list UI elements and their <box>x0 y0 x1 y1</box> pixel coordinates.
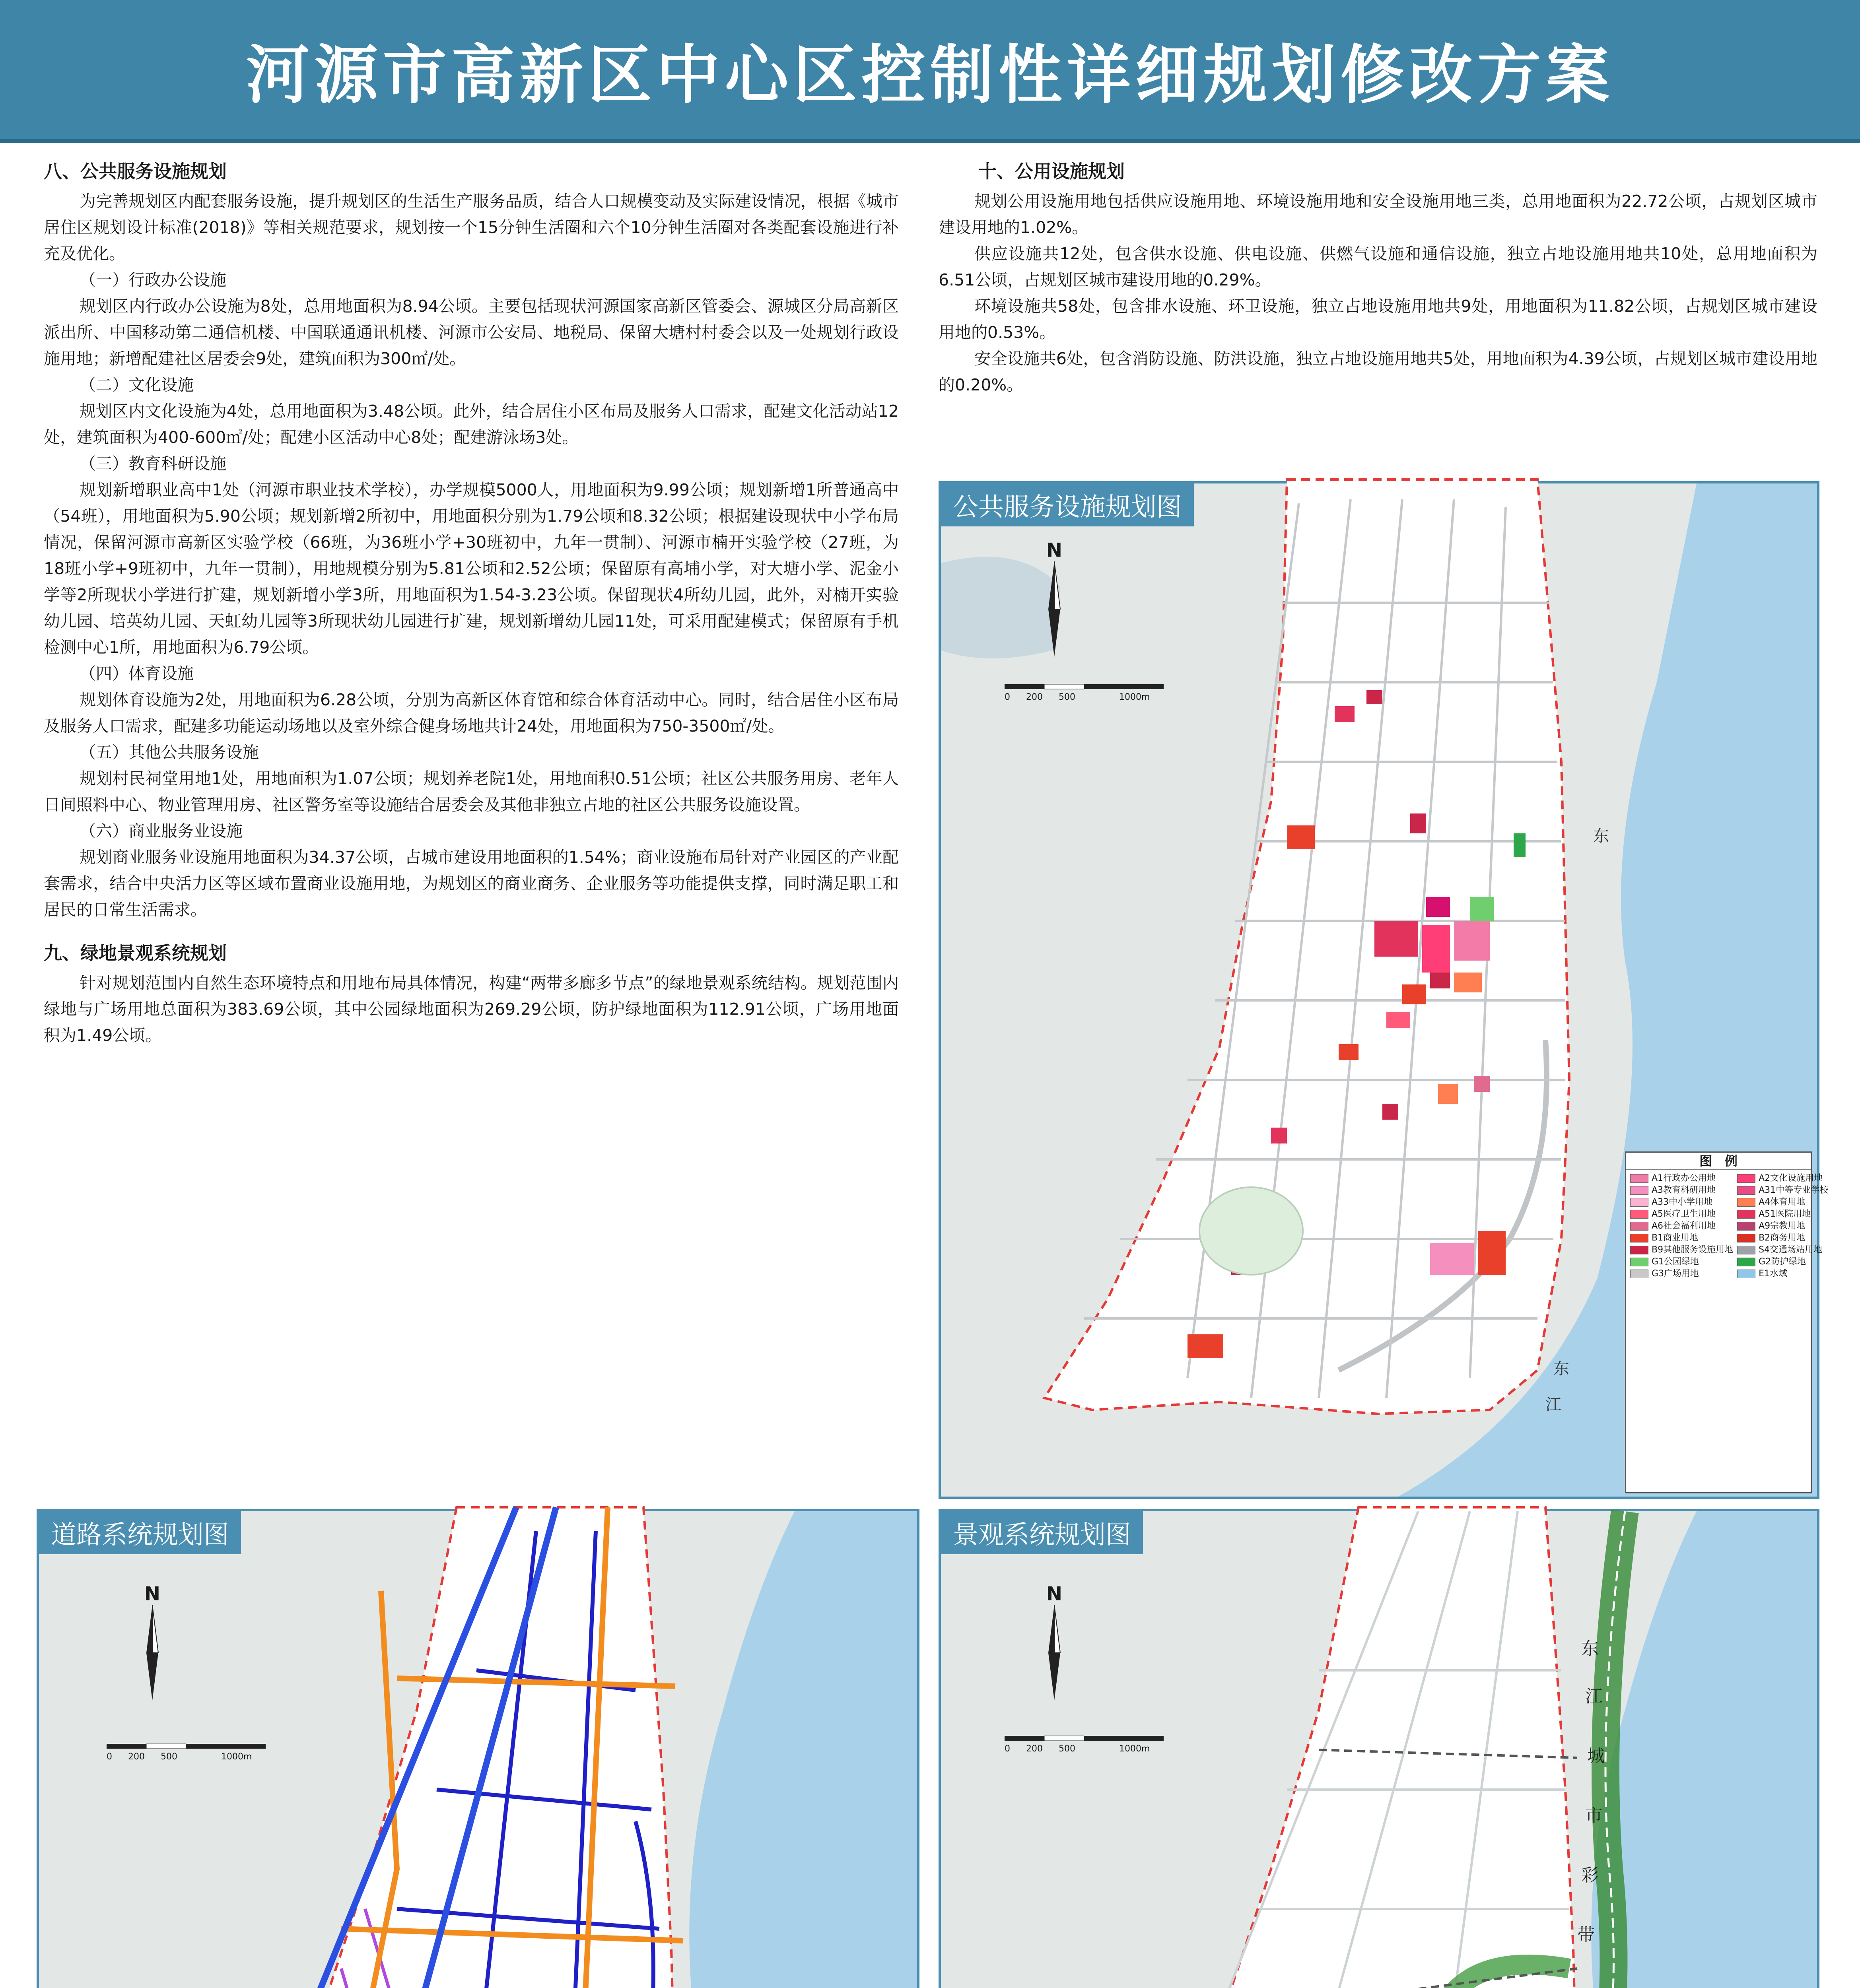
compass-icon <box>1036 1605 1072 1701</box>
right-text-column <box>939 157 1817 398</box>
scale-label-1000: 1000m <box>1119 1744 1150 1754</box>
scale-label-1000: 1000m <box>221 1752 252 1762</box>
public-legend-title: 图 例 <box>1626 1153 1811 1170</box>
scale-label-1000: 1000m <box>1119 692 1150 702</box>
river-label-1: 东 <box>1593 827 1609 845</box>
legend-item <box>1630 1256 1733 1268</box>
river-label-3: 江 <box>1545 1396 1561 1414</box>
legend-item <box>1630 1268 1733 1280</box>
public-service-map-panel <box>939 481 1829 1499</box>
legend-swatch <box>1737 1198 1755 1207</box>
legend-label: A3教育科研用地 <box>1652 1185 1716 1195</box>
section-10-p3: 环境设施共58处，包含排水设施、环卫设施，独立占地设施用地共9处，用地面积为11.82公顷，占规划区城市建设用地的0.53%。 <box>939 297 1817 342</box>
scale-label-500: 500 <box>1059 1744 1075 1754</box>
north-arrow <box>1036 539 1072 658</box>
section-8-heading: 八、公共服务设施规划 <box>44 161 227 182</box>
scale-bar <box>107 1742 266 1762</box>
legend-label: A1行政办公用地 <box>1652 1173 1716 1183</box>
legend-label: A33中小学用地 <box>1652 1197 1713 1207</box>
legend-item <box>1630 1244 1733 1256</box>
scale-bar <box>1005 682 1164 702</box>
legend-swatch <box>1737 1186 1755 1195</box>
legend-swatch <box>1630 1174 1648 1183</box>
legend-item <box>1737 1232 1828 1244</box>
legend-item <box>1630 1208 1733 1220</box>
scale-label-0: 0 <box>1005 692 1010 702</box>
public-service-map-title: 公共服务设施规划图 <box>941 483 1194 526</box>
svg-text:江: 江 <box>1585 1686 1603 1706</box>
legend-label: A31中等专业学校 <box>1759 1185 1829 1195</box>
legend-swatch <box>1630 1186 1648 1195</box>
public-legend <box>1625 1151 1829 1493</box>
sub-3-body: 规划新增职业高中1处（河源市职业技术学校），办学规模5000人，用地面积为9.99公顷；规划新增1所普通高中（54班），用地面积为5.90公顷；规划新增2所初中，用地面积分别为1.79公顷和8.32公顷；根据建设现状中小学布局情况，保留河源市高新区实验学校（66班，为36班小学+30班初中，九年一贯制）、河源市楠开实验学校（27班，为18班小学+9班初中，九年一贯制），用地规模分别为5.81公顷和2.52公顷；保留原有高埔小学，对大塘小学、泥金小学等2所现状小学进行扩建，规划新增小学3所，用地面积为1.54-3.23公顷。保留现状4所幼儿园，此外，对楠开实验幼儿园、培英幼儿园、天虹幼儿园等3所现状幼儿园进行扩建，规划新增幼儿园11处，可采用配建模式；保留原有手机检测中心1所，用地面积为6.79公顷。 <box>44 480 899 657</box>
sub-5-heading: （五）其他公共服务设施 <box>80 743 259 762</box>
sub-5-body: 规划村民祠堂用地1处，用地面积为1.07公顷；规划养老院1处，用地面积0.51公顷；社区公共服务用房、老年人日间照料中心、物业管理用房、社区警务室等设施结合居委会及其他非独立占地的社区公共服务设施设置。 <box>44 769 899 814</box>
north-arrow <box>1036 1583 1072 1702</box>
scale-label-200: 200 <box>128 1752 145 1762</box>
legend-item <box>1737 1244 1828 1256</box>
legend-label: A9宗教用地 <box>1759 1221 1806 1231</box>
road-map-title: 道路系统规划图 <box>39 1511 241 1554</box>
legend-item <box>1630 1220 1733 1232</box>
sub-6-heading: （六）商业服务业设施 <box>80 821 243 841</box>
legend-swatch <box>1737 1174 1755 1183</box>
legend-label: E1水域 <box>1759 1269 1787 1279</box>
legend-item <box>1630 1173 1733 1184</box>
scale-label-0: 0 <box>107 1752 112 1762</box>
svg-text:市: 市 <box>1585 1806 1603 1826</box>
legend-label: B9其他服务设施用地 <box>1652 1245 1734 1255</box>
legend-swatch <box>1737 1234 1755 1242</box>
legend-item <box>1630 1184 1733 1196</box>
legend-item <box>1630 1196 1733 1208</box>
sub-2-heading: （二）文化设施 <box>80 375 194 394</box>
north-label: N <box>1046 539 1063 561</box>
legend-label: A5医疗卫生用地 <box>1652 1209 1716 1219</box>
legend-swatch <box>1737 1222 1755 1231</box>
sub-1-body: 规划区内行政办公设施为8处，总用地面积为8.94公顷。主要包括现状河源国家高新区管委会、源城区分局高新区派出所、中国移动第二通信机楼、中国联通通讯机楼、河源市公安局、地税局、保留大塘村村委会以及一处规划行政设施用地；新增配建社区居委会9处，建筑面积为300㎡/处。 <box>44 297 899 368</box>
road-system-map-panel <box>37 1509 919 1988</box>
left-text-column <box>44 157 899 1048</box>
legend-swatch <box>1737 1246 1755 1254</box>
legend-label: A2文化设施用地 <box>1759 1173 1823 1183</box>
legend-item <box>1737 1220 1828 1232</box>
scale-label-500: 500 <box>1059 692 1075 702</box>
title-banner <box>0 0 1860 143</box>
legend-item <box>1737 1173 1828 1184</box>
section-10-p1: 规划公用设施用地包括供应设施用地、环境设施用地和安全设施用地三类，总用地面积为22.72公顷，占规划区城市建设用地的1.02%。 <box>939 192 1817 237</box>
legend-swatch <box>1737 1270 1755 1278</box>
compass-icon <box>134 1605 170 1701</box>
legend-swatch <box>1630 1246 1648 1254</box>
legend-item <box>1737 1196 1828 1208</box>
landscape-map-title: 景观系统规划图 <box>941 1511 1143 1554</box>
legend-swatch <box>1630 1234 1648 1242</box>
section-9-body: 针对规划范围内自然生态环境特点和用地布局具体情况，构建“两带多廊多节点”的绿地景观系统结构。规划范围内绿地与广场用地总面积为383.69公顷，其中公园绿地面积为269.29公顷，防护绿地面积为112.91公顷，广场用地面积为1.49公顷。 <box>44 973 899 1045</box>
legend-label: A4体育用地 <box>1759 1197 1806 1207</box>
scale-label-0: 0 <box>1005 1744 1010 1754</box>
sub-4-heading: （四）体育设施 <box>80 664 194 683</box>
legend-item <box>1737 1256 1828 1268</box>
sub-2-body: 规划区内文化设施为4处，总用地面积为3.48公顷。此外，结合居住小区布局及服务人口需求，配建文化活动站12处，建筑面积为400-600㎡/处；配建小区活动中心8处；配建游泳场3处。 <box>44 402 899 447</box>
legend-label: S4交通场站用地 <box>1759 1245 1823 1255</box>
legend-swatch <box>1737 1258 1755 1266</box>
legend-label: G3广场用地 <box>1652 1269 1699 1279</box>
legend-label: A51医院用地 <box>1759 1209 1811 1219</box>
legend-label: G2防护绿地 <box>1759 1257 1806 1267</box>
legend-swatch <box>1630 1270 1648 1278</box>
section-10-p4: 安全设施共6处，包含消防设施、防洪设施，独立占地设施用地共5处，用地面积为4.39公顷，占规划区城市建设用地的0.20%。 <box>939 349 1817 394</box>
section-10-heading: 十、公用设施规划 <box>978 161 1125 182</box>
sub-1-heading: （一）行政办公设施 <box>80 270 226 289</box>
legend-swatch <box>1737 1210 1755 1219</box>
legend-item <box>1737 1268 1828 1280</box>
legend-label: A6社会福利用地 <box>1652 1221 1716 1231</box>
sub-3-heading: （三）教育科研设施 <box>80 454 226 473</box>
svg-text:城: 城 <box>1587 1746 1605 1766</box>
page-title: 河源市高新区中心区控制性详细规划修改方案 <box>246 38 1614 112</box>
svg-text:彩: 彩 <box>1581 1865 1599 1885</box>
svg-text:带: 带 <box>1577 1925 1595 1945</box>
sub-6-body: 规划商业服务业设施用地面积为34.37公顷，占城市建设用地面积的1.54%；商业设施布局针对产业园区的产业配套需求，结合中央活力区等区域布置商业设施用地，为规划区的商业商务、企业服务等功能提供支撑，同时满足职工和居民的日常生活需求。 <box>44 848 899 919</box>
compass-icon <box>1036 561 1072 657</box>
scale-label-200: 200 <box>1026 692 1043 702</box>
svg-text:东: 东 <box>1581 1639 1599 1659</box>
legend-item <box>1737 1208 1828 1220</box>
legend-item <box>1737 1184 1828 1196</box>
section-10-p2: 供应设施共12处，包含供水设施、供电设施、供燃气设施和通信设施，独立占地设施用地共10处，总用地面积为6.51公顷，占规划区城市建设用地的0.29%。 <box>939 244 1817 289</box>
north-label: N <box>1046 1583 1063 1605</box>
legend-item <box>1630 1232 1733 1244</box>
public-legend-items <box>1626 1170 1829 1282</box>
sub-4-body: 规划体育设施为2处，用地面积为6.28公顷，分别为高新区体育馆和综合体育活动中心。同时，结合居住小区布局及服务人口需求，配建多功能运动场地以及室外综合健身场地共计24处，用地面积为750-3500㎡/处。 <box>44 690 899 736</box>
legend-swatch <box>1630 1210 1648 1219</box>
landscape-map-panel <box>939 1509 1819 1988</box>
legend-swatch <box>1630 1258 1648 1266</box>
legend-label: G1公园绿地 <box>1652 1257 1699 1267</box>
scale-bar <box>1005 1734 1164 1754</box>
north-arrow <box>134 1583 170 1702</box>
scale-label-500: 500 <box>161 1752 177 1762</box>
legend-swatch <box>1630 1198 1648 1207</box>
river-label-2: 东 <box>1553 1360 1569 1378</box>
legend-label: B2商务用地 <box>1759 1233 1806 1243</box>
north-label: N <box>144 1583 161 1605</box>
section-8-intro: 为完善规划区内配套服务设施，提升规划区的生活生产服务品质，结合人口规模变动及实际建设情况，根据《城市居住区规划设计标准(2018)》等相关规范要求，规划按一个15分钟生活圈和六个10分钟生活圈对各类配套设施进行补充及优化。 <box>44 192 899 263</box>
section-9-heading: 九、绿地景观系统规划 <box>44 942 227 964</box>
legend-swatch <box>1630 1222 1648 1231</box>
park-shape <box>1199 1187 1303 1275</box>
legend-label: B1商业用地 <box>1652 1233 1699 1243</box>
scale-label-200: 200 <box>1026 1744 1043 1754</box>
